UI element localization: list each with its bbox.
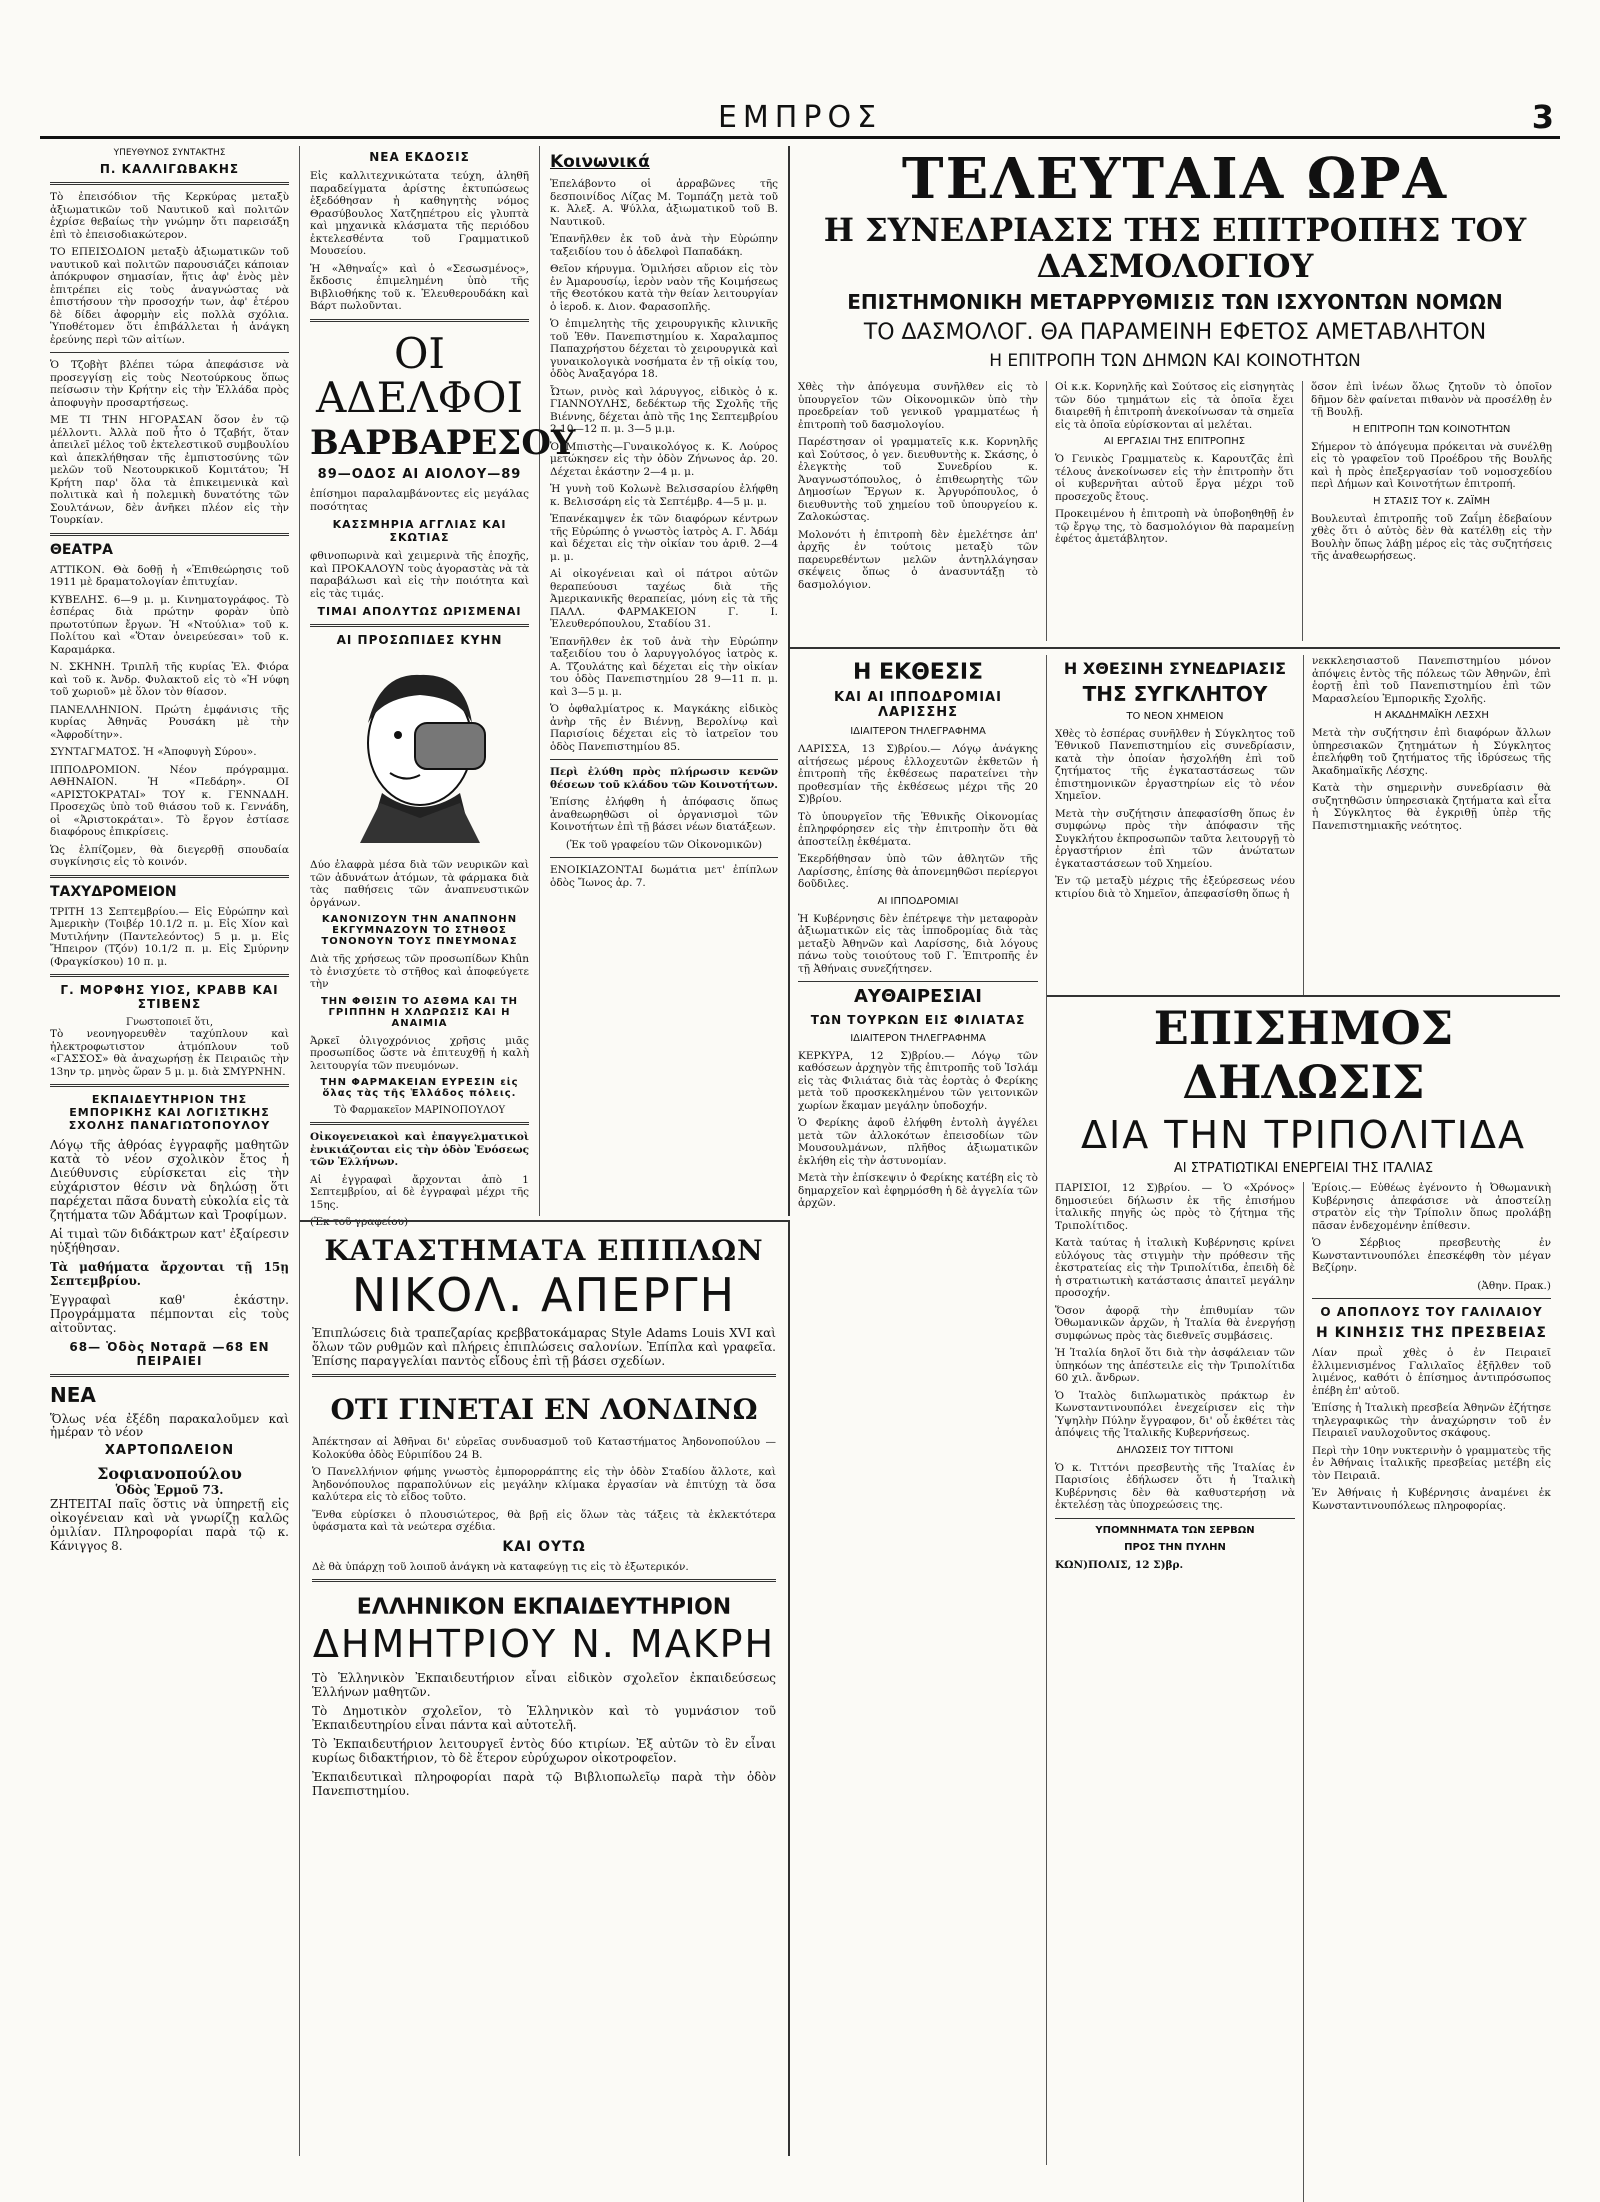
- social-item: ΕΝΟΙΚΙΑΖΟΝΤΑΙ δωμάτια μετ' ἐπίπλων ὁδὸς Ἴωνος ἀρ. 7.: [550, 864, 778, 889]
- article-paragraph: Χθὲς τὸ ἑσπέρας συνῆλθεν ἡ Σύγκλητος τοῦ Ἐθνικοῦ Πανεπιστημίου εἰς συνεδρίασιν, κατὰ τὴν ὁποίαν ἠσχολήθη ἐπὶ τοῦ ζητήματος τῆς ἐγκαταστάσεως τῶν ἐπιστημονικῶν ἐργαστηρίων εἰς τὸ νέον Χημεῖον.: [1055, 727, 1295, 803]
- article-paragraph: Ὁ Σέρβιος πρεσβευτὴς ἐν Κωνσταντινουπόλει ἐπεσκέφθη τὸν μέγαν Βεζίρην.: [1312, 1237, 1551, 1274]
- store-name: ΝΙΚΟΛ. ΑΠΕΡΓΗ: [351, 1268, 737, 1323]
- column-1: [40, 146, 300, 2156]
- theatre-item: Ὡς ἐλπίζομεν, θὰ διεγερθῇ σπουδαία συγκίνησις εἰς τὸ κοινόν.: [50, 843, 289, 868]
- article-paragraph: ὅσον ἐπὶ ἰνέων ὅλως ζητοῦν τὸ ὁποῖον δῆμον δὲν φαίνεται πιθανὸν νὰ προσέλθῃ ἐν τῇ Βουλῇ.: [1311, 381, 1552, 418]
- news-text: Ὅλως νέα ἐξέδη παρακαλοῦμεν καὶ ἠμέραν τὸ νέον: [50, 1412, 289, 1439]
- advert-text: φθινοπωρινὰ καὶ χειμερινὰ τῆς ἐποχῆς, καὶ ΠΡΟΚΑΛΟΥΝ τοὺς ἀγοραστὰς νὰ τὰ παραβάλωσι καὶ εἰς τὴν ποιότητα καὶ εἰς τὰς τιμάς.: [310, 550, 529, 600]
- article-paragraph: ΜΕ ΤΙ ΤΗΝ ΗΓΟΡΑΣΑΝ ὅσον ἐν τῷ μέλλοντι. Ἀλλὰ ποῦ ἦτο ὁ Τζαβήτ, ὅταν ἀπειλεῖ μέλος τοῦ ἐκτελεστικοῦ συμβουλίου καὶ ἀπεκλήθησαν τῆς ἐμπιστοσύνης τῶν μελῶν τοῦ Νεοτουρκικοῦ Κομιτάτου; Ἡ Κρήτη παρ' ὅλα τὰ ἐπικειμενικὰ καὶ πολιτικὰ καὶ ἡ πολεμικὴ δυνατότης τῶν Σουλτάνων, δὲν ἀνῆκει πλέον εἰς τὴν Τουρκίαν.: [50, 414, 289, 526]
- theatre-item: ΙΠΠΟΔΡΟΜΙΟΝ. Νέον πρόγραμμα. ΑΘΗΝΑΙΟΝ. Ἡ «Πεδάρη». ΟΙ «ΑΡΙΣΤΟΚΡΑΤΑΙ» ΤΟΥ κ. ΓΕΝΝΑΔΗ. Προσεχῶς ὑπὸ τοῦ θιάσου τοῦ κ. Γεννάδη, οἱ «Ἀριστοκράται». Τὸ ἔργον ἐστίασε διαφόρους ἐπικρίσεις.: [50, 763, 289, 838]
- article-heading: ΤΗΣ ΣΥΓΚΛΗΤΟΥ: [1082, 681, 1268, 706]
- portrait-illustration: [320, 653, 520, 853]
- social-item: Ὁ Μπιστὴς—Γυναικολόγος κ. Κ. Λούρος μετώκησεν εἰς τὴν ὁδὸν Ζήνωνος ἀρ. 20. Δέχεται ἑκάστην 2—4 μ. μ.: [550, 440, 778, 478]
- small-ad: (Ἐκ τοῦ γραφείου): [310, 1216, 409, 1229]
- london-text: Ὁ Πανελλήνιον φήμης γνωστὸς ἐμπορορράπτης εἰς τὴν ὁδὸν Σταδίου ἄλλοτε, καὶ Ἀηδονόπουλος παραπολύνων εἰς μεγάλην κλίμακα ἐργασίαν νὰ ἐπιτύχῃ τὰ ὅσα καλύτερα εἰς τὸ εἶδος τοῦτο.: [312, 1466, 776, 1504]
- theatre-item: ΑΤΤΙΚΟΝ. Θὰ δοθῇ ἡ «Ἐπιθεώρησις τοῦ 1911 μὲ δραματολογίαν ἐπιτυχίαν.: [50, 563, 289, 588]
- article-paragraph: Ἡ «Ἀθηναΐς» καὶ ὁ «Σεσωσμένος», ἔκδοσις ἐπιμελημένη ὑπὸ τῆς Βιβλιοθήκης τοῦ κ. Ἐλευθερουδάκη καὶ Βάρτ πωλοῦνται.: [310, 262, 529, 312]
- article-paragraph: Ὁ Τζοβὴτ βλέπει τώρα ἀπεφάσισε νὰ προσεγγίσῃ εἰς τοὺς Νεοτούρκους ὅπως πείσωσιν τὴν Κρήτην εἰς τὴν Ἑλλάδα πρὸς ἀποφυγὴν προσαρτήσεως.: [50, 359, 289, 409]
- school-text: Αἱ τιμαὶ τῶν διδάκτρων κατ' ἐξαίρεσιν ηὐξήθησαν.: [50, 1227, 289, 1255]
- advert-pharmacy: Τὸ Φαρμακεῖον ΜΑΡΙΝΟΠΟΥΛΟΥ: [333, 1105, 506, 1117]
- school-text: Ἐγγραφαὶ καθ' ἑκάστην. Προγράμματα πέμπονται εἰς τοὺς αἰτοῦντας.: [50, 1293, 289, 1335]
- store-heading: ΚΑΤΑΣΤΗΜΑΤΑ ΕΠΙΠΛΩΝ: [324, 1234, 764, 1267]
- subhead: ΔΗΛΩΣΕΙΣ ΤΟΥ ΤΙΤΤΟΝΙ: [1116, 1444, 1234, 1456]
- subhead: Η ΣΤΑΣΙΣ ΤΟΥ κ. ΖΑΪΜΗ: [1372, 495, 1491, 507]
- social-item: Ὁ ἐπιμελητὴς τῆς χειρουργικῆς κλινικῆς τοῦ Ἐθν. Πανεπιστημίου κ. Χαραλαμπος Παπαχρήστου δέχεται τὸ χειρουργικὰ καὶ γυναικολογικὰ νοσήματα ἐν τῇ οἰκίᾳ του, ὁδὸς Ἀναξαγόρα 18.: [550, 318, 778, 380]
- article-heading: ΤΩΝ ΤΟΥΡΚΩΝ ΕΙΣ ΦΙΛΙΑΤΑΣ: [810, 1012, 1026, 1027]
- school2-text: Τὸ Ἑλληνικὸν Ἐκπαιδευτήριον εἶναι εἰδικὸν σχολεῖον ἐκπαιδεύσεως Ἑλλήνων μαθητῶν.: [312, 1671, 776, 1700]
- telegram-label: ΙΔΙΑΙΤΕΡΟΝ ΤΗΛΕΓΡΑΦΗΜΑ: [850, 1032, 986, 1044]
- social-item: Ἐπανῆλθεν ἐκ τοῦ ἀνὰ τὴν Εὐρώπην ταξειδίου του ὁ ἀδελφοὶ Παπαδάκη.: [550, 233, 778, 258]
- news-text: ΖΗΤΕΙΤΑΙ παῖς ὅστις νὰ ὑπηρετῇ εἰς οἰκογένειαν καὶ νὰ γνωρίζῃ καλῶς ὁμιλίαν. Πληροφορίαι παρὰ τῷ κ. Κάνιγγος 8.: [50, 1497, 289, 1553]
- top-article: [790, 381, 1560, 641]
- column-2: [300, 146, 576, 1229]
- article-paragraph: ΛΑΡΙΣΣΑ, 13 Σ)βρίου.— Λόγῳ ἀνάγκης αἰτήσεως μέρους ἐλλοχευτῶν ἐκθετῶν ἡ ἐπιτροπὴ τῆς ἐκθέσεως παρατείνει τὴν προθεσμίαν τῆς ἐκθέσεως μέχρι τῆς 20 Σ)βρίου.: [798, 743, 1038, 806]
- article-paragraph: Περὶ τὴν 10ην νυκτερινὴν ὁ γραμματεὺς τῆς ἐν Ἀθήναις ἰταλικῆς πρεσβείας μετέβη εἰς τὸν Πειραιᾶ.: [1312, 1444, 1551, 1482]
- advert-title: ΒΑΡΒΑΡΕΣΟΥ: [310, 422, 576, 463]
- subhead: ΑΙ ΕΡΓΑΣΙΑΙ ΤΗΣ ΕΠΙΤΡΟΠΗΣ: [1103, 436, 1246, 447]
- advert-text: Τὸ νεονηγορευθὲν ταχύπλουν καὶ ἠλεκτροφωτιστον ἀτμόπλουν τοῦ «ΓΑΣΣΟΣ» θὰ ἀναχωρήσῃ ἐκ Πειραιῶς τὴν 13ην τρ. μηνὸς ὥραν 5 μ. μ. διὰ ΣΜΥΡΝΗΝ.: [50, 1028, 289, 1078]
- social-item: Ἡ γυνὴ τοῦ Κολωνὲ Βελισσαρίου ἐλήφθη κ. Βελισσάρη εἰς τὰ Σεπτέμβρ. 4—5 μ. μ.: [550, 483, 778, 508]
- advert-text: Ἀρκεῖ ὀλιγοχρόνιος χρῆσις μιᾶς προσωπίδος ὥστε νὰ ἐπιτευχθῇ ἡ καλὴ λειτουργία τῶν πνευμόνων.: [310, 1034, 529, 1072]
- advert-product: ΚΑΣΣΜΗΡΙΑ ΑΓΓΛΙΑΣ ΚΑΙ ΣΚΩΤΙΑΣ: [332, 518, 507, 545]
- article-paragraph: Ἐν Ἀθήναις ἡ Κυβέρνησις ἀναμένει ἐκ Κωνσταντινουπόλεως πληροφορίας.: [1312, 1487, 1551, 1512]
- social-item: Ἐπίσης ἐλήφθη ἡ ἀπόφασις ὅπως ἀναθεωρηθῶσι οἱ ὀργανισμοὶ τῶν Κοινοτήτων ἐπὶ τῇ βάσει νέων διατάξεων.: [550, 796, 778, 833]
- article-paragraph: Μετὰ τὴν ἐπίσκεψιν ὁ Φερίκης κατέβη εἰς τὸ δημαρχεῖον καὶ ἐφηρμόσθη ἡ δὲ ἀγγελία τῶν ἀρχῶν.: [798, 1172, 1038, 1210]
- article-paragraph: Χθὲς τὴν ἀπόγευμα συνῆλθεν εἰς τὸ ὑπουργεῖον τῶν Οἰκονομικῶν ὑπὸ τὴν προεδρείαν τοῦ γενικοῦ γραμματέως ἡ ἐπιτροπὴ τοῦ δασμολογίου.: [798, 381, 1038, 431]
- social-item: Αἱ οἰκογένειαι καὶ οἱ πάτροι αὐτῶν θεραπεύουσι ταχέως διὰ τῆς Ἀμερικανικῆς θεραπείας, μόνη εἰς τὰ τῆς ΠΑΛΛ. ΦΑΡΜΑΚΕΙΟΝ Γ. Ι. Ἐλευθερόπουλου, Σταδίου 31.: [550, 568, 778, 630]
- london-heading: ΟΤΙ ΓΙΝΕΤΑΙ ΕΝ ΛΟΝΔΙΝΩ: [330, 1392, 758, 1426]
- advert-text: ἐπίσημοι παραλαμβάνοντες εἰς μεγάλας ποσότητας: [310, 488, 529, 513]
- late-news-title: ΤΕΛΕΥΤΑΙΑ ΩΡΑ: [901, 146, 1449, 212]
- article-paragraph: Κατὰ ταύτας ἡ ἰταλικὴ Κυβέρνησις κρίνει εὐλόγους τὰς στιγμὴν τὴν πρόθεσιν τῆς ἐκστρατείας εἰς τὴν Τριπολίτιδα, ἐπειδὴ δὲ ἡ στρατιωτικὴ κατάστασις ἀπαιτεῖ μεγάλην προσοχήν.: [1055, 1237, 1295, 1299]
- advert-text: Δύο ἐλαφρὰ μέσα διὰ τῶν νευρικῶν καὶ τῶν ἀδυνάτων ἀτόμων, τὰ φάρμακα διὰ τὰς παθήσεις τῶν ἀναπνευστικῶν ὀργάνων.: [310, 859, 529, 909]
- news-heading: ΝΕΑ: [50, 1383, 96, 1407]
- social-item: Περὶ ἐλύθη πρὸς πλήρωσιν κενῶν θέσεων τοῦ κλάδου τῶν Κοινοτήτων.: [550, 766, 778, 791]
- school-heading: ΕΚΠΑΙΔΕΥΤΗΡΙΟΝ ΤΗΣ ΕΜΠΟΡΙΚΗΣ ΚΑΙ ΛΟΓΙΣΤΙΚΗΣ ΣΧΟΛΗΣ ΠΑΝΑΓΙΩΤΟΠΟΥΛΟΥ: [68, 1093, 271, 1132]
- advert-heading: Γ. ΜΟΡΦΗΣ ΥΙΟΣ, ΚΡΑΒΒ ΚΑΙ ΣΤΙΒΕΝΣ: [60, 983, 279, 1011]
- lower-articles: [790, 655, 1560, 2165]
- advert-prices: ΤΙΜΑΙ ΑΠΟΛΥΤΩΣ ΩΡΙΣΜΕΝΑΙ: [317, 605, 522, 619]
- notice-sub: ΑΙ ΣΤΡΑΤΙΩΤΙΚΑΙ ΕΝΕΡΓΕΙΑΙ ΤΗΣ ΙΤΑΛΙΑΣ: [1173, 1161, 1434, 1176]
- article-paragraph: Σήμερον τὸ ἀπόγευμα πρόκειται νὰ συνέλθῃ εἰς τὸ γραφεῖον τοῦ Προέδρου τῆς Βουλῆς καὶ ἡ πρὸς ἐπεξεργασίαν τοῦ νομοσχεδίου περὶ Δήμων καὶ Κοινοτήτων ἐπιτροπή.: [1311, 440, 1552, 490]
- post-item: ΤΡΙΤΗ 13 Σεπτεμβρίου.— Εἰς Εὐρώπην καὶ Ἀμερικὴν (Τοιβέρ 10.1/2 π. μ. Εἰς Χίον καὶ Μυτιλήνην (Παντελεόντος) 5 μ. μ. Εἰς Ἤπειρον (Τζόν) 10.1/2 π. μ. Εἰς Σμύρνην (Φραγκίσκου) 10 π. μ.: [50, 905, 289, 968]
- school2-name: ΔΗΜΗΤΡΙΟΥ Ν. ΜΑΚΡΗ: [312, 1622, 776, 1667]
- article-paragraph: Παρέστησαν οἱ γραμματεῖς κ.κ. Κορνηλῆς καὶ Σούτσος, ὁ γεν. διευθυντὴς κ. Σκάσης, ὁ ἐλεγκτὴς τοῦ Συνεδρίου κ. Ἀναγνωστόπουλος, ὁ ἐπιθεωρητὴς τῶν Δημοσίων Ἔργων κ. Ἀργυρόπουλος, ὁ διευθυντὴς τοῦ χημείου τοῦ ὑπουργείου κ. Ζαλοκώστας.: [798, 436, 1038, 523]
- article-paragraph: ΠΑΡΙΣΙΟΙ, 12 Σ)βρίου. — Ὁ «Χρόνος» δημοσιεύει δήλωσιν ἐκ τῆς ἐπισήμου ἰταλικῆς πηγῆς ὡς πρὸς τὸ ζήτημα τῆς Τριπολίτιδος.: [1055, 1182, 1295, 1232]
- subhead: ΤΟ ΝΕΟΝ ΧΗΜΕΙΟΝ: [1126, 710, 1224, 722]
- store-text: Ἐπιπλώσεις διὰ τραπεζαρίας κρεββατοκάμαρας Style Adams Louis XVI καὶ ὅλων τῶν ρυθμῶν καὶ πλήρεις ἐπιπλώσεις σαλονίων. Ἐπίπλα καὶ γραφεῖα. Ἐπίσης παραγγελίαι παντὸς εἴδους ἐπὶ τῇ βάσει σχεδίων.: [312, 1325, 776, 1368]
- article-paragraph: Ἐπίσης ἡ Ἰταλικὴ πρεσβεία Ἀθηνῶν ἐζήτησε τηλεγραφικῶς τὴν ἀναχώρησιν τοῦ ἐν Πειραιεῖ ναυλοχοῦντος σκάφους.: [1312, 1402, 1551, 1439]
- school-address: 68— Ὁδὸς Νοταρᾶ —68 ΕΝ ΠΕΙΡΑΙΕΙ: [69, 1340, 270, 1368]
- page-number: 3: [1531, 98, 1554, 136]
- london-text: Ἔνθα εὑρίσκει ὁ πλουσιώτερος, θὰ βρῇ εἰς ὅλων τὰς τάξεις τὰ ἐκλεκτότερα ὑφάσματα καὶ τὰ νεώτερα σχέδια.: [312, 1508, 776, 1534]
- newspaper-title: ΕΜΠΡΟΣ: [717, 100, 883, 135]
- social-item: Ὁ ὀφθαλμίατρος κ. Μαγκάκης εἰδικὸς ἀνὴρ τῆς ἐν Βιέννῃ, Βερολίνῳ καὶ Παρισίοις δέχεται εἰς τὸ ἰατρεῖον του ὁδὸς Πανεπιστημίου 85.: [550, 703, 778, 753]
- advert-block: [300, 1220, 790, 2156]
- article-paragraph: Ὁ Φερίκης ἀφοῦ ἐλήφθη ἐντολὴ ἀγγέλει μετὰ τῶν ἀλλοκότων ἐπεισοδίων τῶν Μουσουλμάνων, πλῆθος ἀξιωματικῶν ἐκλήθη εἰς τὴν ἀστυνομίαν.: [798, 1117, 1038, 1167]
- article-paragraph: Ἡ Κυβέρνησις δὲν ἐπέτρεψε τὴν μεταφορὰν ἀξιωματικῶν εἰς τὰς ἱπποδρομίας διὰ τὰς μεταξὺ Ἀθηνῶν καὶ Λαρίσσης, διὰ λόγους πάνω τοὺς τοιούτους τοῦ Γ. Ἐπιτροπῆς ἐν τῇ Ἀθήναις συνεζήτησεν.: [798, 912, 1038, 975]
- article-paragraph: Μολονότι ἡ ἐπιτροπὴ δὲν ἐμελέτησε ἀπ' ἀρχῆς ἐν τούτοις μεταξὺ τῶν παρευρεθέντων μελῶν ἀντηλλάγησαν σκέψεις ὅπως ὁ ἀνασυντάξῃ τὸ δασμολόγιον.: [798, 528, 1038, 591]
- subheadline: ΕΠΙΣΤΗΜΟΝΙΚΗ ΜΕΤΑΡΡΥΘΜΙΣΙΣ ΤΩΝ ΙΣΧΥΟΝΤΩΝ ΝΟΜΩΝ: [847, 290, 1503, 314]
- article-heading: Η ΚΙΝΗΣΙΣ ΤΗΣ ΠΡΕΣΒΕΙΑΣ: [1316, 1325, 1547, 1341]
- news-shop: ΧΑΡΤΟΠΩΛΕΙΟΝ: [104, 1443, 235, 1458]
- article-paragraph: ΤΟ ΕΠΕΙΣΟΔΙΟΝ μεταξὺ ἀξιωματικῶν τοῦ ναυτικοῦ καὶ πολιτῶν παρουσιάζει κάποιαν ἀπόκρυφον σημασίαν, ἥτις ἀφ' ἑνὸς μὲν ἐπιτρέπει εἰς τοὺς ἀναγνώστας νὰ ἐπιστήσουν τὴν προσοχήν των, ἀφ' ἑτέρου δὲ δίδει ἀφορμὴν εἰς πολλὰ σχόλια. Ὑποθέτομεν ὅτι ἐπιβάλλεται ἡ ἀνάγκη ἐρεύνης περὶ τῶν αἰτίων.: [50, 246, 289, 346]
- small-ad: Αἱ ἐγγραφαὶ ἄρχονται ἀπὸ 1 Σεπτεμβρίου, αἱ δὲ ἐγγραφαὶ μέχρι τῆς 15ης.: [310, 1173, 529, 1211]
- article-paragraph: Λίαν πρωῒ χθὲς ὁ ἐν Πειραιεῖ ἐλλιμενισμένος Γαλιλαῖος ἐξῆλθεν τοῦ λιμένος, καθότι ὁ ἐπίσημος ἀντιπρόσωπος ἐπέβη ἐπ' αὐτοῦ.: [1312, 1347, 1551, 1397]
- article-paragraph: Εἰς καλλιτεχνικώτατα τεύχη, ἀληθῆ παραδείγματα ἀρίστης ἐκτυπώσεως ἐξεδόθησαν ἡ καθηγητὴς νόμος Θρασύβουλος Χατζηπέτρου εἰς γλυπτὰ καὶ μηχανικὰ κλάσματα τῆς περιόδου ἐκτελεσθέντα τοῦ Γραμματικοῦ Μουσείου.: [310, 170, 529, 257]
- article-paragraph: νεκκλεησιαστοῦ Πανεπιστημίου μόνον ἀπόψεις ἐντὸς τῆς πόλεως τῶν Ἀθηνῶν, ἐπὶ ἑορτῇ ἐπὶ τοῦ Πανεπιστημίου ἐπὶ τῶν Μαρασλείου Ἐμπορικῆς Σχολῆς.: [1312, 655, 1551, 705]
- editor-name: Π. ΚΑΛΛΙΓΩΒΑΚΗΣ: [99, 162, 240, 176]
- advert-address: 89—ΟΔΟΣ ΑΙ ΑΙΟΛΟΥ—89: [317, 467, 522, 483]
- article-paragraph: Μετὰ τὴν συζήτησιν ἐπὶ διαφόρων ἄλλων ὑπηρεσιακῶν ζητημάτων ἡ Σύγκλητος ἐπελήφθη τοῦ ζητήματος τῆς ἱδρύσεως τῆς Ἀκαδημαϊκῆς Λέσχης.: [1312, 727, 1551, 777]
- article-heading: ΚΑΙ ΑΙ ΙΠΠΟΔΡΟΜΙΑΙ ΛΑΡΙΣΣΗΣ: [834, 690, 1002, 721]
- subheadline: Η ΕΠΙΤΡΟΠΗ ΤΩΝ ΔΗΜΩΝ ΚΑΙ ΚΟΙΝΟΤΗΤΩΝ: [989, 351, 1361, 371]
- school-text: Λόγῳ τῆς ἀθρόας ἐγγραφῆς μαθητῶν κατὰ τὸ νέον σχολικὸν ἔτος ἡ Διεύθυνσις εὑρίσκεται εἰς τὴν εὐχάριστον θέσιν νὰ δηλώσῃ ὅτι παρέχεται πᾶσα δυνατὴ εὐκολία εἰς τὰ ζητήματα τῶν Ἀδάμτων καὶ Τροφίμων.: [50, 1138, 289, 1222]
- subhead: Η ΕΠΙΤΡΟΠΗ ΤΩΝ ΚΟΙΝΟΤΗΤΩΝ: [1352, 423, 1511, 435]
- london-text: Δὲ θὰ ὑπάρχῃ τοῦ λοιποῦ ἀνάγκη νὰ καταφεύγῃ τις εἰς τὸ ἐξωτερικόν.: [312, 1560, 689, 1573]
- theatre-heading: ΘΕΑΤΡΑ: [50, 541, 113, 558]
- telegram-label: ΙΔΙΑΙΤΕΡΟΝ ΤΗΛΕΓΡΑΦΗΜΑ: [850, 726, 986, 738]
- main-headline: Η ΣΥΝΕΔΡΙΑΣΙΣ ΤΗΣ ΕΠΙΤΡΟΠΗΣ ΤΟΥ ΔΑΣΜΟΛΟΓΙΟΥ: [823, 211, 1527, 285]
- advert-highlight: ΤΗΝ ΦΘΙΣΙΝ ΤΟ ΑΣΘΜΑ ΚΑΙ ΤΗ ΓΡΙΠΠΗΝ Η ΧΛΩΡΩΣΙΣ ΚΑΙ Η ΑΝΑΙΜΙΑ: [320, 995, 519, 1029]
- school2-heading: ΕΛΛΗΝΙΚΟΝ ΕΚΠΑΙΔΕΥΤΗΡΙΟΝ: [356, 1595, 732, 1621]
- advert-title: ΟΙ ΑΔΕΛΦΟΙ: [315, 328, 524, 422]
- advert-highlight: ΚΑΝΟΝΙΖΟΥΝ ΤΗΝ ΑΝΑΠΝΟΗΝ ΕΚΓΥΜΝΑΖΟΥΝ ΤΟ ΣΤΗΘΟΣ ΤΟΝΟΝΟΥΝ ΤΟΥΣ ΠΝΕΥΜΟΝΑΣ: [321, 914, 518, 948]
- article-paragraph: Τὸ ὑπουργεῖον τῆς Ἐθνικῆς Οἰκονομίας ἐπληρφόρησεν εἰς τὴν ἐπιτροπὴν ὅτι θὰ ἀποστείλῃ ἐκθέματα.: [798, 810, 1038, 848]
- article-heading: ΑΥΘΑΙΡΕΣΙΑΙ: [853, 986, 982, 1008]
- post-heading: ΤΑΧΥΔΡΟΜΕΙΟΝ: [50, 883, 177, 900]
- social-item: Θεῖον κήρυγμα. Ὁμιλήσει αὔριον εἰς τὸν ἐν Ἀμαρουσίῳ, ἱερὸν ναὸν τῆς Κοιμήσεως τῆς Θεοτόκου κατὰ τὴν θείαν λειτουργίαν ὁ ἱεροδ. κ. Διον. Φαρασοπλῆς.: [550, 263, 778, 313]
- small-ad: Οἰκογενειακοὶ καὶ ἐπαγγελματικοὶ ἐνικιάζονται εἰς τὴν ὁδὸν Ἐνόσεως τῶν Ἑλλήνων.: [310, 1131, 529, 1169]
- late-news-section: [790, 146, 1560, 2156]
- article-paragraph: Ὁ Γενικὸς Γραμματεὺς κ. Καρουτζᾶς ἐπὶ τέλους ἀνεκοίνωσεν εἰς τὴν ἐπιτροπὴν ὅτι οἱ κυβερνῆται αὐτοῦ ἔργα μέχρι τοῦ προσεχοῦς ἔτους.: [1055, 453, 1294, 503]
- advert-sub: Γνωστοποιεῖ ὅτι,: [126, 1017, 213, 1028]
- article-paragraph: Ὅσον ἀφορᾷ τὴν ἐπιθυμίαν τῶν Ὀθωμανικῶν ἀρχῶν, ἡ Ἰταλία θὰ ἐνεργήσῃ συμφώνως πρὸς τὰς διεθνεῖς συμβάσεις.: [1055, 1304, 1295, 1342]
- advert-text: Διὰ τῆς χρήσεως τῶν προσωπίδων Khûn τὸ ἐνισχύετε τὸ στῆθος καὶ ἀποφεύγετε τὴν: [310, 953, 529, 991]
- social-item: Ἐπελάβοντο οἱ ἀρραβῶνες τῆς δεσποινίδος Λίζας Μ. Τομπάζη μετὰ τοῦ κ. Ἀλεξ. Α. Ψύλλα, ἀξιωματικοῦ τοῦ Β. Ναυτικοῦ.: [550, 178, 778, 228]
- masthead: [40, 100, 1560, 139]
- theatre-item: ΣΥΝΤΑΓΜΑΤΟΣ. Ἡ «Ἀποφυγὴ Σύρου».: [50, 746, 257, 758]
- article-paragraph: Ἐρίοις.— Εὐθέως ἐγένοντο ἡ Ὀθωμανικὴ Κυβέρνησις ἀπεφάσισε νὰ ἀποστείλῃ στρατὸν εἰς τὴν Τρίπολιν ὅπως προλάβῃ πᾶσαν ἐνδεχομένην ἐπίθεσιν.: [1312, 1182, 1551, 1232]
- subhead: ΑΙ ΙΠΠΟΔΡΟΜΙΑΙ: [877, 895, 959, 907]
- article-paragraph: Ὁ Ἰταλὸς διπλωματικὸς πράκτωρ ἐν Κωνσταντινουπόλει ἐνεχείρισεν εἰς τὴν Ὑψηλὴν Πύλην ἔγγραφον, δι' οὗ ἐκθέτει τὰς ἀπόψεις τῆς Ἰταλικῆς Κυβερνήσεως.: [1055, 1389, 1295, 1439]
- article-heading: Η ΕΚΘΕΣΙΣ: [852, 660, 984, 685]
- social-item: Ἐπανέκαμψεν ἐκ τῶν διαφόρων κέντρων τῆς Εὐρώπης ὁ γνωστὸς ἰατρὸς Α. Γ. Ἀδάμ καὶ δέχεται εἰς τὴν οἰκίαν του ἀριθ. 2—4 μ. μ.: [550, 513, 778, 563]
- article-heading: Η ΧΘΕΣΙΝΗ ΣΥΝΕΔΡΙΑΣΙΣ: [1063, 659, 1287, 678]
- article-paragraph: Ἡ Ἰταλία δηλοῖ ὅτι διὰ τὴν ἀσφάλειαν τῶν ὑπηκόων της ἀπέστειλε εἰς τὴν Τριπολίτιδα 60 χιλ. ἄνδρων.: [1055, 1347, 1295, 1384]
- school2-text: Ἐκπαιδευτικαὶ πληροφορίαι παρὰ τῷ Βιβλιοπωλεῖῳ παρὰ τὴν ὁδὸν Πανεπιστημίου.: [312, 1770, 776, 1799]
- theatre-item: Ν. ΣΚΗΝΗ. Τριπλῆ τῆς κυρίας Ἐλ. Φιόρα καὶ τοῦ κ. Ἀνδρ. Φυλακτοῦ εἰς τὸ «Ἡ νύφη τοῦ χωριοῦ» μὲ ὅλον τὸν θίασον.: [50, 661, 289, 698]
- article-paragraph: Οἱ κ.κ. Κορνηλῆς καὶ Σούτσος εἰς εἰσηγητὰς τῶν δύο τμημάτων εἰς τὰ ὁποῖα ἔχει διαιρεθῆ ἡ ἐπιτροπὴ ἀνεκοίνωσαν τὰ σημεῖα εἰς τὰ ὁποῖα εὑρίσκονται αἱ μελέται.: [1055, 381, 1294, 431]
- article-paragraph: (Ἀθην. Πρακ.): [1477, 1279, 1551, 1292]
- article-paragraph: Μετὰ τὴν συζήτησιν ἀπεφασίσθη ὅπως ἐν συμφώνῳ πρὸς τὴν ἀπόφασιν τῆς Συγκλήτου ἐκπροσωπῶν ταῦτα λειτουργῇ τὸ ἐργαστήριον ἐπὶ τῶν ἀνώτατων ἐγκαταστάσεων τοῦ Χημείου.: [1055, 807, 1295, 870]
- portrait-caption: ΑΙ ΠΡΟΣΩΠΙΔΕΣ ΚΥΗΝ: [336, 633, 503, 648]
- article-heading: Ο ΑΠΟΠΛΟΥΣ ΤΟΥ ΓΑΛΙΛΑΙΟΥ: [1320, 1305, 1543, 1319]
- london-text: Ἀπέκτησαν αἱ Ἀθῆναι δι' εὐρεῖας συνδυασμοῦ τοῦ Καταστήματος Ἀηδονοπούλου — Κολοκύθα ὁδὸς Εὐριπίδου 24 Β.: [312, 1436, 776, 1461]
- theatre-item: ΠΑΝΕΛΛΗΝΙΟΝ. Πρώτη ἐμφάνισις τῆς κυρίας Ἀθηνᾶς Ρουσάκη μὲ τὴν «Ἀφροδίτην».: [50, 703, 289, 741]
- social-item: (Ἐκ τοῦ γραφείου τῶν Οἰκονομικῶν): [565, 838, 763, 851]
- school-text: Τὰ μαθήματα ἄρχονται τῇ 15ῃ Σεπτεμβρίου.: [50, 1260, 289, 1288]
- article-paragraph: ΚΩΝ)ΠΟΛΙΣ, 12 Σ)βρ.: [1055, 1558, 1184, 1571]
- article-paragraph: Κατὰ τὴν σημερινὴν συνεδρίασιν θὰ συζητηθῶσιν ὑπηρεσιακὰ ζητήματα καὶ εἶτα ἡ Σύγκλητος θὰ ἐγκριθῇ ὑπὲρ τῆς Πανεπιστημιακῆς νεότητος.: [1312, 782, 1551, 832]
- news-address: Ὁδὸς Ἑρμοῦ 73.: [115, 1483, 224, 1497]
- column-3: [540, 146, 790, 1216]
- article-paragraph: Ὁ κ. Τιττόνι πρεσβευτὴς τῆς Ἰταλίας ἐν Παρισίοις ἐδήλωσεν ὅτι ἡ Ἰταλικὴ Κυβέρνησις δὲν θὰ καθυστερήσῃ νὰ ἐκτελέσῃ τὰς ὑποχρεώσεις της.: [1055, 1461, 1295, 1511]
- article-paragraph: Τὸ ἐπεισόδιον τῆς Κερκύρας μεταξὺ ἀξιωματικῶν τοῦ Ναυτικοῦ καὶ πολιτῶν ἐχρίσε θεβαίως τὴν γνώμην ὅτι παρεισάξη ἐπὶ τὸ ἐπεισοδιακώτερον.: [50, 191, 289, 241]
- subhead: ΥΠΟΜΝΗΜΑΤΑ ΤΩΝ ΣΕΡΒΩΝ: [1095, 1524, 1255, 1536]
- article-paragraph: Βουλευταὶ ἐπιτροπῆς τοῦ Ζαΐμη ἐδεβαίουν χθὲς ὅτι ὁ αὐτὸς δὲν θὰ κατέλθῃ εἰς τὴν Βουλὴν ὅπως λάβῃ μέρος εἰς τὰς συζητήσεις τῆς ἀναθεωρήσεως.: [1311, 512, 1552, 562]
- subheadline: ΤΟ ΔΑΣΜΟΛΟΓ. ΘΑ ΠΑΡΑΜΕΙΝΗ ΕΦΕΤΟΣ ΑΜΕΤΑΒΛΗΤΟΝ: [863, 320, 1487, 345]
- advert-highlight: ΤΗΝ ΦΑΡΜΑΚΕΙΑΝ ΕΥΡΕΣΙΝ εἰς ὅλας τὰς τῆς Ἑλλάδος πόλεις.: [320, 1077, 519, 1100]
- social-item: Ὦτων, ρινὸς καὶ λάρυγγος, εἰδικὸς ὁ κ. ΓΙΑΝΝΟΥΛΗΣ, δεδέκτωρ τῆς Σχολῆς τῆς Βιέννης, δέχεται ἀπὸ τῆς 1ης Σεπτεμβρίου 2 10—12 π. μ. 3—5 μ.μ.: [550, 385, 778, 435]
- section-heading: Κοινωνικά: [550, 152, 650, 172]
- news-shop-name: Σοφιανοπούλου: [97, 1464, 242, 1483]
- section-heading: ΝΕΑ ΕΚΔΟΣΙΣ: [369, 150, 470, 164]
- notice-headline: ΔΙΑ ΤΗΝ ΤΡΙΠΟΛΙΤΙΔΑ: [1081, 1113, 1526, 1157]
- notice-headline: ΕΠΙΣΗΜΟΣ ΔΗΛΩΣΙΣ: [1153, 1001, 1454, 1109]
- london-highlight: ΚΑΙ ΟΥΤΩ: [502, 1538, 586, 1555]
- social-item: Ἐπανῆλθεν ἐκ τοῦ ἀνὰ τὴν Εὐρώπην ταξειδίου του ὁ λαρυγγολόγος ἰατρὸς κ. Α. Τζουλάτης καὶ δέχεται εἰς τὴν οἰκίαν του ὁδὸς Πανεπιστημίου 28 9—11 π. μ. καὶ 3—5 μ. μ.: [550, 635, 778, 698]
- subhead: ΠΡΟΣ ΤΗΝ ΠΥΛΗΝ: [1124, 1541, 1226, 1553]
- article-paragraph: Προκειμένου ἡ ἐπιτροπὴ νὰ ὑποβοηθηθῇ ἐν τῷ ἔργῳ της, τὸ δασμολόγιον θὰ παραμείνῃ ἐφέτος ἀμετάβλητον.: [1055, 508, 1294, 545]
- school2-text: Τὸ Δημοτικὸν σχολεῖον, τὸ Ἑλληνικὸν καὶ τὸ γυμνάσιον τοῦ Ἐκπαιδευτηρίου εἶναι πάντα καὶ αὐτοτελῆ.: [312, 1704, 776, 1733]
- article-paragraph: Ἐκερδήθησαν ὑπὸ τῶν ἀθλητῶν τῆς Λαρίσσης, ἐπίσης θὰ ἀπονεμηθῶσι περίεργοι δοῦδιλες.: [798, 853, 1038, 891]
- article-paragraph: ΚΕΡΚΥΡΑ, 12 Σ)βρίου.— Λόγῳ τῶν καθόσεων ἀρχηγὸν τῆς ἐπιτροπῆς τοῦ Ἰσλάμ εἰς τὰς Φιλιάτας διὰ τὰς ἑορτὰς ὁ Φερίκης μετὰ τοῦ προσκεκλημένου τῶν γειτονικῶν χωρίων ἔκαμαν μεγάλην ὑποδοχήν.: [798, 1049, 1038, 1112]
- theatre-item: ΚΥΒΕΛΗΣ. 6—9 μ. μ. Κινηματογράφος. Τὸ ἑσπέρας διὰ πρώτην φορὰν ὑπὸ πρωτοτύπων ἔργων. Ἡ «Ντούλια» τοῦ κ. Πολίτου καὶ «Ὅταν ὀνειρεύεσαι» τοῦ κ. Καραμάρκα.: [50, 593, 289, 656]
- subhead: Η ΑΚΑΔΗΜΑΪΚΗ ΛΕΣΧΗ: [1374, 710, 1489, 721]
- article-paragraph: Ἐν τῷ μεταξὺ μέχρις τῆς ἐξεύρεσεως νέου κτιρίου διὰ τὸ Χημεῖον, ἀπεφασίσθη ὅπως ἡ: [1055, 875, 1295, 900]
- school2-text: Τὸ Ἐκπαιδευτήριον λειτουργεῖ ἐντὸς δύο κτιρίων. Ἐξ αὐτῶν τὸ ἓν εἶναι κυρίως διδακτήριον, τὸ δὲ ἕτερον εὐρύχωρον οἰκοτροφεῖον.: [312, 1737, 776, 1766]
- editor-label: ΥΠΕΥΘΥΝΟΣ ΣΥΝΤΑΚΤΗΣ: [113, 148, 226, 158]
